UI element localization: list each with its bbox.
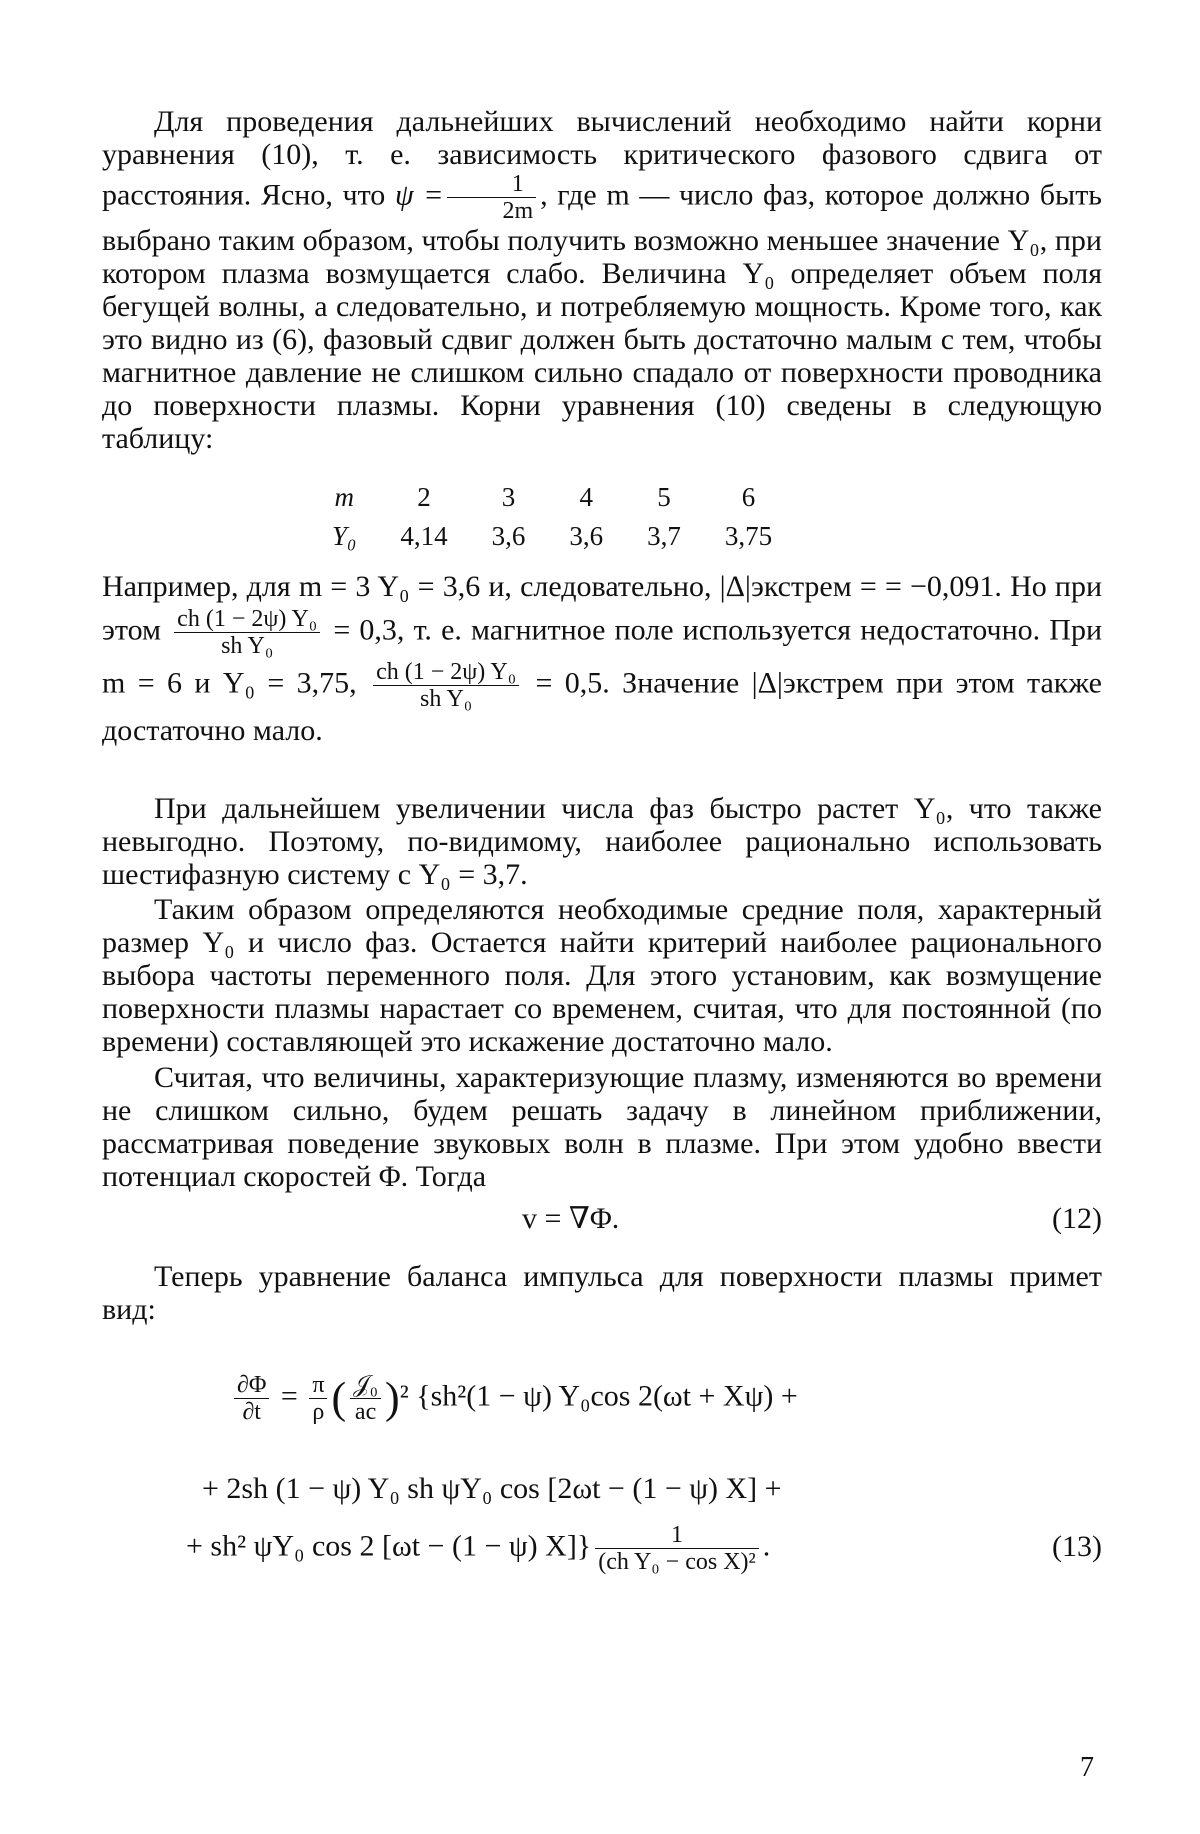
table-cell: 4,14 xyxy=(400,521,448,551)
equation-13-line-3: + sh² ψY₀ cos 2 [ωt − (1 − ψ) X]} $\frac{1}{\text{(ch Y₀ − cos X)²}}$ . xyxy=(186,1522,771,1575)
equation-number: (12) xyxy=(1052,1202,1102,1235)
partial-derivative: $\frac{\partial\Phi}{\partial t}$ xyxy=(234,1372,269,1425)
roots-table-wrapper xyxy=(310,478,794,556)
equation-13-line-1-rest: ² {sh²(1 − ψ) Y₀cos 2(ωt + Xψ) + xyxy=(399,1379,798,1413)
text-run: Для проведения дальнейших вычислений необходимо найти корни уравнения (10), т. е. зависимость критического фазового сдвига от расстояния. Ясно, что xyxy=(102,105,1102,212)
page-number: 7 xyxy=(1080,1752,1094,1783)
paragraph-phase-count: При дальнейшем увеличении числа фаз быстро растет Y₀, что также невыгодно. Поэтому, по-видимому, наиболее рационально использовать шестифазную систему с Y₀ = 3,7. xyxy=(102,792,1102,891)
roots-table xyxy=(310,478,794,556)
equation-13-line-1: $\frac{\partial\Phi}{\partial t}$ = $\frac{\pi}{\rho}$ ( $\frac{\text{𝒥₀}}{ac}$ )² {sh²(1 − ψ) Y₀cos 2(ωt + Xψ) + xyxy=(230,1372,798,1425)
table-cell: 5 xyxy=(657,482,671,512)
text-run: , где m — число фаз, которое должно быть выбрано таким образом, чтобы получить возможно меньшее значение Y₀, при котором плазма возмущается слабо. Величина Y₀ определяет объем поля бегущей волны, а следовательно, и потребляемую мощность. Кроме того, как это видно из (6), фазовый сдвиг должен быть достаточно малым с тем, чтобы магнитное давление не слишком сильно спадало от поверхности проводника до поверхности плазмы. Корни уравнения (10) сведены в следующую таблицу: xyxy=(102,178,1102,455)
equation-number: (13) xyxy=(1052,1530,1102,1563)
table-header-y0: Y₀ xyxy=(332,521,357,551)
table-row xyxy=(310,517,794,556)
paragraph-momentum: Теперь уравнение баланса импульса для поверхности плазмы примет вид: xyxy=(102,1260,1102,1326)
table-cell: 3,6 xyxy=(491,521,526,551)
paragraph-frequency: Таким образом определяются необходимые средние поля, характерный размер Y₀ и число фаз. Остается найти критерий наиболее рационального выбора частоты переменного поля. Для этого установим, как возмущение поверхности плазмы нарастает со временем, считая, что для постоянной (по времени) составляющей это искажение достаточно мало. xyxy=(102,893,1102,1058)
text-run: = 0,3, т. е. магнитное поле используется недостаточно. При m = 6 и Y₀ = 3,75, xyxy=(102,613,1102,700)
table-cell: 6 xyxy=(741,482,756,512)
fraction-ch-over-sh: $\frac{\text{ch (1 − 2ψ) Y₀}}{\text{sh Y₀}}$ xyxy=(174,606,320,659)
psi-symbol: ψ = xyxy=(394,178,444,212)
table-cell: 3,6 xyxy=(569,521,604,551)
table-header-m: m xyxy=(334,482,354,512)
text-run: Например, для m = 3 Y₀ = 3,6 и, следовательно, |Δ|экстрем = = −0,091. Но при этом xyxy=(102,570,1102,647)
text-run: = 0,5. Значение |Δ|экстрем при этом также достаточно мало. xyxy=(102,666,1102,747)
fraction-pi-over-rho: $\frac{\pi}{\rho}$ xyxy=(309,1372,327,1425)
fraction-one-over-denominator: $\frac{1}{\text{(ch Y₀ − cos X)²}}$ xyxy=(595,1522,759,1575)
table-cell: 4 xyxy=(579,482,594,512)
table-cell: 3,75 xyxy=(724,521,773,551)
table-cell: 3,7 xyxy=(647,521,681,551)
equation-12-expr: v = ∇Φ. xyxy=(522,1202,620,1235)
fraction-current-over-ac: $\frac{\text{𝒥₀}}{ac}$ xyxy=(350,1372,381,1425)
paragraph-roots xyxy=(102,105,1102,455)
fraction-one-over-2m: $\frac{1}{2m}$ xyxy=(447,171,536,224)
paragraph-sound-waves: Считая, что величины, характеризующие плазму, изменяются во времени не слишком сильно, будем решать задачу в линейном приближении, рассматривая поведение звуковых волн в плазме. При этом удобно ввести потенциал скоростей Φ. Тогда xyxy=(102,1061,1102,1193)
table-cell: 3 xyxy=(501,482,516,512)
equation-13 xyxy=(102,1372,1102,1732)
fraction-ch-over-sh: $\frac{\text{ch (1 − 2ψ) Y₀}}{\text{sh Y₀}}$ xyxy=(373,659,519,712)
paragraph-example xyxy=(102,568,1102,750)
table-row xyxy=(310,478,794,517)
table-cell: 2 xyxy=(417,482,431,512)
equation-13-line-2: + 2sh (1 − ψ) Y₀ sh ψY₀ cos [2ωt − (1 − ψ) X] + xyxy=(202,1472,782,1505)
equation-12 xyxy=(102,1202,1102,1242)
